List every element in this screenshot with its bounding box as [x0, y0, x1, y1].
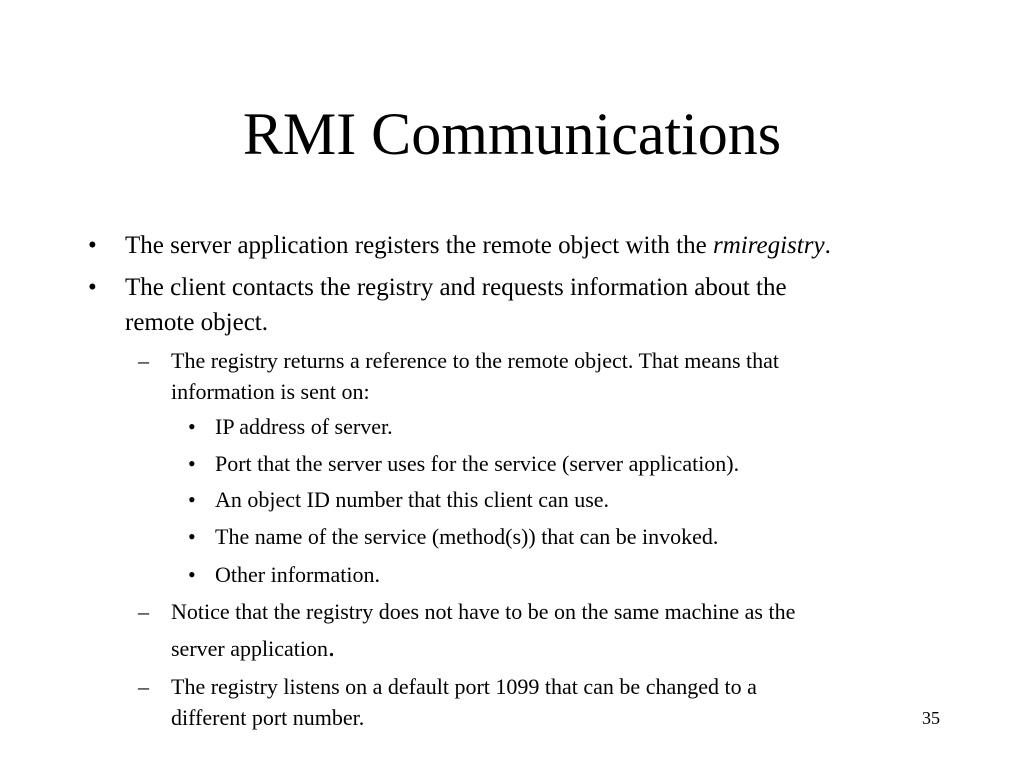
subbullet-text-end: . — [328, 632, 335, 663]
subbullet-text-line1: Notice that the registry does not have to be on the same machine as the — [171, 599, 796, 624]
bullet-text-main: The server application registers the remote object with the — [125, 232, 713, 259]
slide-title: RMI Communications — [242, 101, 782, 167]
subbullet-text-line2: different port number. — [171, 705, 365, 730]
subbullet-text-line2: information is sent on: — [171, 379, 370, 404]
dash-marker-icon: – — [138, 674, 149, 699]
list-item-text: The name of the service (method(s)) that can be invoked. — [215, 524, 719, 549]
bullet-text-emphasis: rmiregistry — [712, 232, 825, 259]
list-item-text: An object ID number that this client can use. — [215, 487, 610, 512]
bullet-dot-icon: • — [188, 451, 196, 476]
subbullet-text-line1: The registry returns a reference to the remote object. That means that — [171, 348, 779, 373]
subbullet-text-line2 — [171, 632, 335, 664]
subbullet-text-main: server application — [171, 636, 328, 661]
list-item-text: Other information. — [215, 562, 380, 587]
bullet-dot-icon: • — [88, 232, 97, 259]
list-item-text: IP address of server. — [215, 414, 393, 439]
bullet-dot-icon: • — [188, 524, 196, 549]
list-item-text: Port that the server uses for the service (server application). — [215, 451, 740, 476]
page-number: 35 — [922, 708, 940, 728]
bullet-text-line1: The client contacts the registry and requests information about the — [125, 274, 787, 301]
dash-marker-icon: – — [138, 599, 149, 624]
bullet-text-end: . — [824, 232, 831, 259]
bullet-text — [125, 228, 831, 263]
bullet-dot-icon: • — [88, 274, 97, 301]
dash-marker-icon: – — [138, 348, 149, 373]
bullet-dot-icon: • — [188, 414, 196, 439]
subbullet-text-line1: The registry listens on a default port 1099 that can be changed to a — [171, 674, 757, 699]
bullet-dot-icon: • — [188, 487, 196, 512]
bullet-text-line2: remote object. — [125, 309, 268, 336]
bullet-dot-icon: • — [188, 562, 196, 587]
